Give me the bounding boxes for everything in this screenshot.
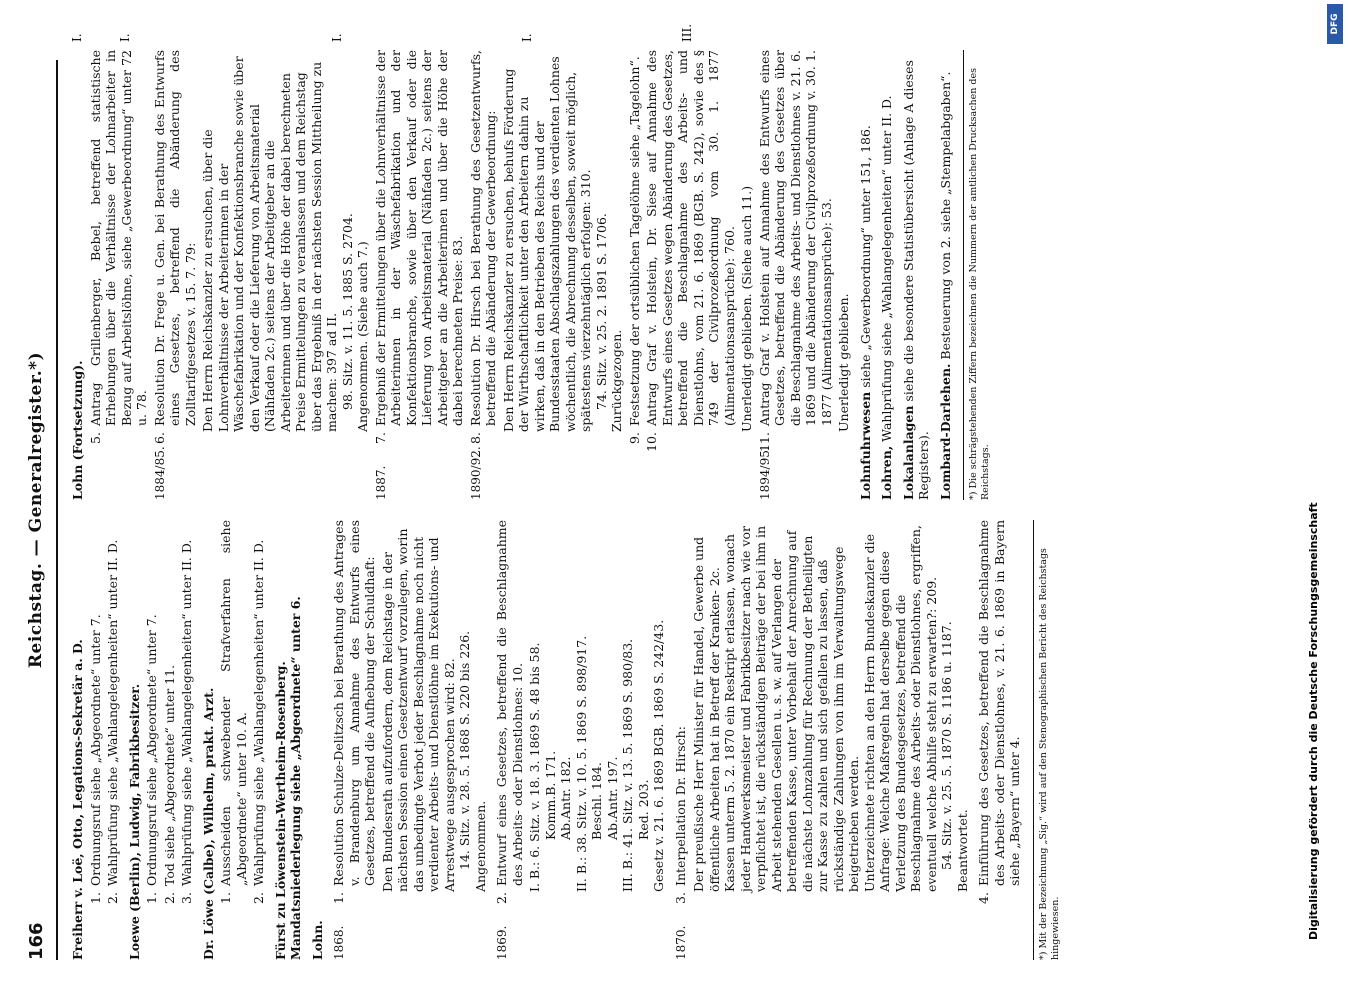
item-year: 1890/92. bbox=[468, 446, 483, 500]
entry-heading: Lohnfuhrwesen bbox=[857, 391, 873, 500]
item-reference: Gesetz v. 21. 6. 1869 BGB. 1869 S. 242/43. bbox=[651, 619, 666, 892]
lohn-item bbox=[331, 520, 378, 960]
item-text: Resolution Dr. Frege u. Gen. bei Berathung des Entwurfs eines Gesetzes, betreffend die Abänderung des Zolltarifgesetzes v. 15. 7. 79: bbox=[151, 50, 198, 426]
entry-text: Wahlprüfung siehe „Wahlangelegenheiten“ unter II. D. bbox=[879, 95, 894, 442]
item-number: 3. bbox=[179, 892, 194, 904]
margin-numeral: III. bbox=[680, 23, 694, 42]
entry-heading: Lohn. bbox=[309, 920, 325, 960]
item-text: Festsetzung der ortsüblichen Tagelöhne siehe „Tagelohn“. bbox=[626, 56, 642, 426]
item-number: 2. bbox=[251, 892, 266, 904]
register-entry bbox=[70, 520, 121, 960]
item-number: 4. bbox=[976, 892, 991, 904]
right-column bbox=[70, 50, 992, 500]
item-text: Antrag Grillenberger, Bebel, betreffend statistische Erhebungen über die Verhältnisse der Lohnarbeiter in Bezug auf Arbeitslöhne, siehe „Gewerbeordnung“ unter 72 u. 78. bbox=[87, 50, 149, 426]
item-reference: 74. Sitz. v. 25. 2. 1891 S. 1706. bbox=[593, 213, 609, 410]
item-number: 2. bbox=[105, 892, 120, 904]
page-number: 166 bbox=[26, 922, 47, 960]
item-reference: Ab.Antr. 197. bbox=[604, 756, 620, 840]
item-number: 6. bbox=[151, 432, 167, 444]
item-text: Entwurf eines Gesetzes, betreffend die Beschlagnahme des Arbeits- oder Dienstlohnes: 10. bbox=[494, 520, 525, 886]
item-number: 1. bbox=[144, 892, 159, 904]
lohn-item bbox=[644, 50, 737, 500]
lohn-item bbox=[468, 50, 499, 500]
register-entry bbox=[901, 50, 932, 500]
lohn-item bbox=[373, 50, 466, 500]
lohn-item bbox=[88, 50, 150, 500]
item-year: 1887. bbox=[373, 465, 388, 500]
margin-numeral: I. bbox=[118, 33, 132, 42]
entry-text: Besteuerung von 2. siehe „Stempelabgaben“. bbox=[937, 71, 953, 360]
item-reference: 14. Sitz. v. 28. 5. 1868 S. 220 bis 226. bbox=[457, 630, 472, 870]
item-number: 2. bbox=[494, 892, 509, 904]
register-entry bbox=[310, 520, 326, 960]
register-entry bbox=[858, 50, 874, 500]
entry-text: siehe „Gewerbeordnung“ unter 151, 186. bbox=[857, 125, 873, 388]
dfg-banner bbox=[1307, 0, 1345, 1000]
item-number: 9. bbox=[626, 432, 642, 444]
margin-numeral: I. bbox=[520, 33, 534, 42]
item-number: 7. bbox=[372, 432, 388, 444]
item-reference: II. B.: 38. Sitz. v. 10. 5. 1869 S. 898/917. bbox=[573, 635, 589, 892]
item-reference: I. B.: 6. Sitz. v. 18. 3. 1869 S. 48 bis 58. bbox=[527, 642, 542, 892]
lohn-item bbox=[976, 520, 1023, 960]
item-text: Antrag Graf v. Holstein auf Annahme des Entwurfs eines Gesetzes, betreffend die Abänderung des Gesetzes über die Beschlagnahme des Arbeits- und Dienstlohnes v. 21. 6. 1869 und die Abänderung der Civilprozeßordnung v. 30. 1. 1877 (Alimentationsansprüche): 53. bbox=[756, 50, 834, 426]
item-reference: Komm.B. 171. bbox=[542, 750, 558, 840]
register-entry bbox=[273, 520, 304, 960]
item-reference: III. B.: 41. Sitz. v. 13. 5. 1869 S. 980/83. bbox=[620, 638, 635, 892]
lohn-item bbox=[673, 520, 690, 960]
item-text: Ordnungsruf siehe „Abgeordnete“ unter 7. bbox=[87, 614, 103, 886]
item-text: Einführung des Gesetzes, betreffend die Beschlagnahme des Arbeits- oder Dienstlohnes, v. 21. 6. 1869 in Bayern siehe „Bayern“ unter 4. bbox=[976, 520, 1022, 886]
item-quote: Den Herrn Reichskanzler zu ersuchen, behufs Förderung der Wirthschaftlichkeit unter den Arbeitern dahin zu wirken, daß in den Betrieben des Reichs und der Bundesstaaten Abschlagszahlungen des verdienten Lohnes wöchentlich, die Abrechnung desselben, soweit möglich, spätestens vierzehntäglich erfolgen: 310. bbox=[500, 56, 593, 432]
dfg-credit-text: Digitalisierung gefördert durch die Deutsche Forschungsgemeinschaft bbox=[1307, 502, 1320, 940]
item-year: 1894/95. bbox=[757, 446, 772, 500]
item-year: 1884/85. bbox=[152, 446, 167, 500]
item-text: Ausscheiden schwebender Strafverfahren siehe „Abgeordnete“ unter 10. A. bbox=[218, 520, 249, 886]
item-number: 10. bbox=[644, 432, 659, 452]
item-quote: Der preußische Herr Minister für Handel, Gewerbe und öffentliche Arbeiten hat in Betreff der Kranken- 2c. Kassen unterm 5. 2. 1870 ein Reskript erlassen, wonach jeder Handwerksmeister und Fabrikbesitzer nach wie vor verpflichtet ist, die rückständigen Beiträge der bei ihm in Arbeit stehenden Gesellen u. s. w. auf Verlangen der betreffenden Kasse, unter Vorbehalt der Anrechnung auf die nächste Lohnzahlung für Rechnung der Betheiligten zur Kasse zu zahlen und sich gefallen zu lassen, daß rückständige Zahlungen von ihm im Verwaltungswege beigetrieben werden. bbox=[691, 525, 861, 892]
lohn-item bbox=[152, 50, 199, 500]
register-entry bbox=[127, 520, 195, 960]
entry-heading: Loewe (Berlin), Ludwig, Fabrikbesitzer. bbox=[126, 683, 142, 960]
footnote: *) Mit der Bezeichnung „Sig.“ wird auf den Stenographischen Bericht des Reichstags hingewiesen. bbox=[1033, 520, 1062, 960]
item-text: Ergebniß der Ermittelungen über die Lohnverhältnisse der Arbeiterinnen in der Wäschefabrikation und der Konfektionsbranche, sowie über den Verkauf oder die Lieferung von Arbeitsmaterial (Nähfaden 2c.) seitens der Arbeitgeber an die Arbeiterinnen und über die Höhe der dabei berechneten Preise: 83. bbox=[372, 50, 465, 426]
entry-heading: Fürst zu Löwenstein-Wertheim-Rosenberg. Mandatsniederlegung siehe „Abgeordnete“ unter 6. bbox=[272, 596, 303, 960]
lohn-item bbox=[494, 520, 525, 960]
item-text: Interpellation Dr. Hirsch: bbox=[672, 726, 688, 886]
item-text: Wahlprüfung siehe „Wahlangelegenheiten“ unter II. D. bbox=[251, 539, 266, 886]
item-result: Beantwortet. bbox=[954, 809, 970, 892]
item-number: 1. bbox=[218, 892, 233, 904]
item-result: Unerledigt geblieben. bbox=[836, 293, 851, 432]
entry-heading: Lokalanlagen bbox=[900, 405, 916, 500]
item-reference: Ab.Antr. 182. bbox=[558, 756, 573, 840]
page-header bbox=[22, 60, 58, 960]
item-reference: 98. Sitz. v. 11. 5. 1885 S. 2704. bbox=[339, 213, 355, 410]
item-reference: Red. 203. bbox=[635, 779, 651, 840]
register-entry bbox=[201, 520, 267, 960]
item-text: Resolution Schulze-Delitzsch bei Berathung des Antrages v. Brandenburg um Annahme des Entwurfs eines Gesetzes, betreffend die Aufhebung der Schuldhaft: bbox=[331, 520, 377, 886]
margin-numeral: I. bbox=[330, 33, 344, 42]
item-text: Tod siehe „Abgeordnete“ unter 11. bbox=[161, 664, 177, 886]
item-result: Zurückgezogen. bbox=[609, 329, 624, 432]
lohn-item bbox=[757, 50, 835, 500]
lohn-item bbox=[627, 50, 643, 500]
entry-heading: Lohn (Fortsetzung). bbox=[70, 360, 85, 500]
margin-numeral: I. bbox=[70, 33, 84, 42]
item-quote: Den Herrn Reichskanzler zu ersuchen, über die Lohnverhältnisse der Arbeiterinnen in der Wäschefabrikation und der Konfektionsbranche sowie über den Verkauf oder die Lieferung von Arbeitsmaterial (Nähfaden 2c.) seitens der Arbeitgeber an die Arbeiterinnen und über die Höhe der dabei berechneten Preise Ermittelungen zu veranlassen und dem Reichstag über das Ergebniß in der nächsten Session Mittheilung zu machen: 397 ad II. bbox=[200, 56, 339, 432]
item-quote-2: Unterzeichnete richten an den Herrn Bundeskanzler die Anfrage: Welche Maßregeln hat derselbe gegen diese Verletzung des Bundesgesetzes, betreffend die Beschlagnahme des Arbeits- oder Dienstlohnes, ergriffen, eventuell welche Abhilfe steht zu erwarten?: 209. bbox=[861, 525, 939, 892]
item-result: Angenommen. (Siehe auch 7.) bbox=[355, 241, 370, 432]
item-reference: 54. Sitz. v. 25. 5. 1870 S. 1186 u. 1187. bbox=[939, 621, 954, 870]
left-column bbox=[70, 520, 1062, 960]
item-year: 1868. bbox=[332, 925, 346, 960]
item-text: Ordnungsruf siehe „Abgeordnete“ unter 7. bbox=[144, 614, 159, 886]
footnote: *) Die schrägstehenden Ziffern bezeichnen die Nummern der amtlichen Drucksachen des Reichstags. bbox=[963, 50, 992, 500]
item-result: Angenommen. bbox=[472, 800, 488, 892]
running-title: Reichstag. — Generalregister.*) bbox=[26, 351, 46, 669]
item-text: Resolution Dr. Hirsch bei Berathung des Gesetzentwurfs, betreffend die Abänderung der Gewerbeordnung: bbox=[467, 50, 498, 426]
item-year: 1870. bbox=[673, 925, 688, 960]
item-number: 1. bbox=[331, 892, 346, 904]
item-number: 3. bbox=[672, 892, 688, 904]
entry-heading: Dr. Löwe (Calbe), Wilhelm, prakt. Arzt. bbox=[200, 687, 216, 960]
item-reference: Beschl. 184. bbox=[589, 762, 604, 840]
entry-heading: Lombard-Darlehen. bbox=[937, 363, 953, 500]
entry-heading: Freiherr v. Loë, Otto, Legations-Sekretär a. D. bbox=[70, 639, 85, 960]
item-number: 8. bbox=[467, 432, 483, 444]
entry-text: siehe die besondere Statistübersicht (Anlage A dieses Registers). bbox=[900, 60, 931, 500]
item-number: 2. bbox=[161, 892, 177, 904]
item-year: 1869. bbox=[495, 925, 509, 960]
entry-heading: Lohren, bbox=[879, 445, 894, 500]
register-entry bbox=[879, 50, 895, 500]
dfg-logo: DFG bbox=[1327, 4, 1343, 44]
item-text: Wahlprüfung siehe „Wahlangelegenheiten“ unter II. D. bbox=[105, 539, 120, 886]
register-entry bbox=[938, 50, 954, 500]
item-number: 5. bbox=[87, 432, 103, 444]
item-number: 1. bbox=[87, 892, 103, 904]
item-text: Wahlprüfung siehe „Wahlangelegenheiten“ unter II. D. bbox=[179, 539, 194, 886]
item-number: 11. bbox=[756, 432, 772, 452]
item-quote: Den Bundesrath aufzufordern, dem Reichstage in der nächsten Session einen Gesetzentwurf vorzulegen, worin das unbedingte Verbot jeder Beschlagnahme noch nicht verdienter Arbeits- und Dienstlöhne im Exekutions- und Arrestwege ausgesprochen wird: 82. bbox=[379, 528, 457, 892]
item-text: Antrag Graf v. Holstein, Dr. Siese auf Annahme des Entwurfs eines Gesetzes wegen Abänderung des Gesetzes, betreffend die Beschlagnahme des Arbeits- und Dienstlohns, vom 21. 6. 1869 (BGB. S. 242), sowie des § 749 der Civilprozeßordnung vom 30. 1. 1877 (Alimentationsansprüche): 760. bbox=[644, 50, 737, 426]
item-result: Unerledigt geblieben. (Siehe auch 11.) bbox=[739, 185, 754, 432]
